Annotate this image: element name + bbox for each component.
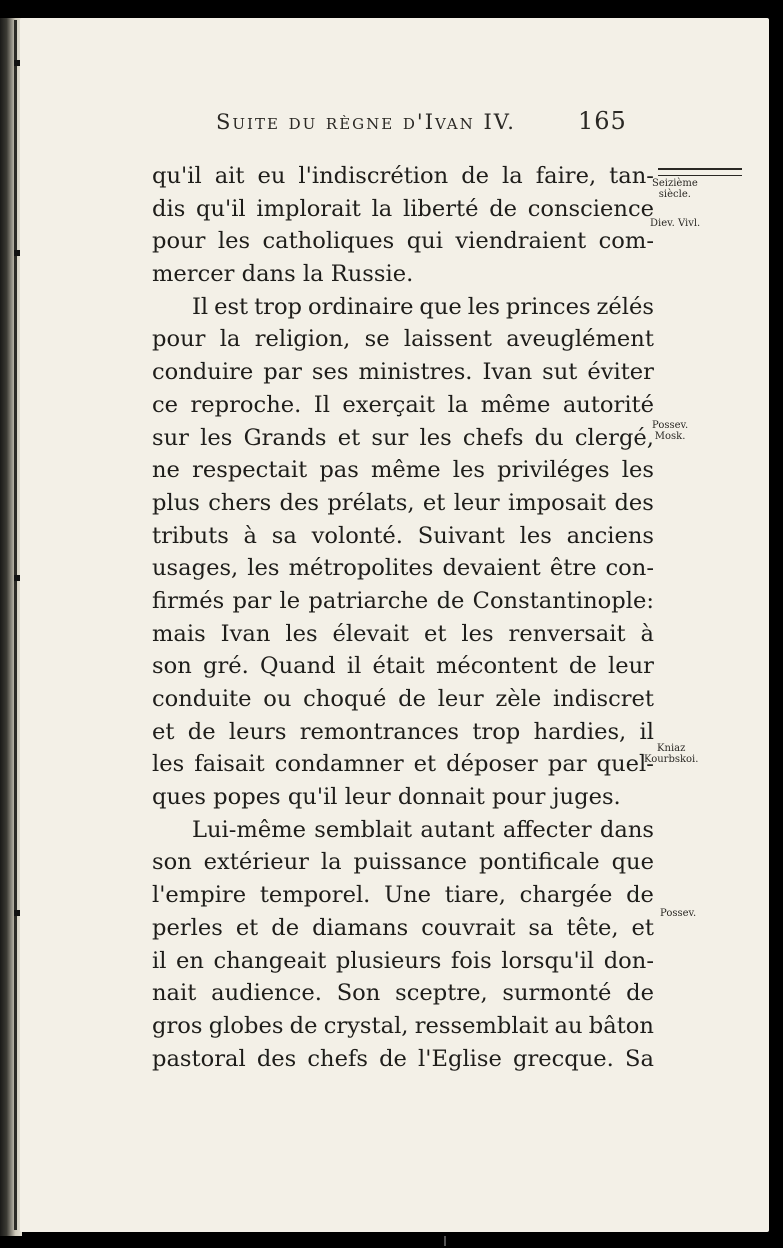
margin-note-diev bbox=[650, 218, 700, 229]
word: de bbox=[187, 718, 216, 745]
word: Ivan bbox=[482, 359, 533, 386]
word: condamner bbox=[274, 751, 404, 778]
word: Son bbox=[336, 980, 381, 1007]
word: remontrances bbox=[299, 718, 460, 745]
word: Quand bbox=[260, 653, 336, 680]
word: princes bbox=[505, 293, 591, 320]
word: crystal, bbox=[323, 1012, 409, 1039]
text-line bbox=[152, 585, 654, 618]
margin-rule bbox=[658, 168, 742, 176]
word: sa bbox=[271, 522, 297, 549]
word: don- bbox=[603, 947, 654, 974]
word: tributs bbox=[152, 522, 229, 549]
word: con- bbox=[605, 555, 654, 582]
word: leurs bbox=[228, 718, 287, 745]
page-number: 165 bbox=[578, 107, 627, 135]
word: sur bbox=[152, 424, 189, 451]
word: anciens bbox=[566, 522, 654, 549]
word: la bbox=[447, 391, 469, 418]
word: la bbox=[320, 849, 342, 876]
word: Sa bbox=[624, 1045, 654, 1072]
word: la bbox=[371, 195, 393, 222]
word: les bbox=[217, 228, 251, 255]
word: l'empire bbox=[152, 882, 247, 909]
text-line bbox=[152, 323, 654, 356]
body-text bbox=[152, 160, 654, 1075]
word: et bbox=[422, 489, 446, 516]
text-line bbox=[152, 618, 654, 651]
margin-note-line: Mosk. bbox=[654, 431, 686, 442]
book-gutter bbox=[0, 18, 22, 1236]
word: mécontent bbox=[436, 653, 558, 680]
word: catholiques bbox=[262, 228, 395, 255]
word: des bbox=[256, 1045, 297, 1072]
word: est bbox=[214, 293, 249, 320]
word: et bbox=[152, 718, 175, 745]
word: tiare, bbox=[444, 882, 506, 909]
word: qui bbox=[406, 228, 443, 255]
word: pour bbox=[152, 326, 206, 353]
word: imposait bbox=[508, 489, 607, 516]
word: déposer bbox=[446, 751, 538, 778]
word: Suivant bbox=[417, 522, 505, 549]
text-line bbox=[152, 1010, 654, 1043]
word: prélats, bbox=[327, 489, 415, 516]
text-line: mercer dans la Russie. bbox=[152, 261, 414, 288]
word: nait bbox=[152, 980, 197, 1007]
word: de bbox=[436, 587, 465, 614]
word: couvrait bbox=[421, 914, 516, 941]
word: autant bbox=[420, 816, 495, 843]
word: ressemblait bbox=[414, 1012, 549, 1039]
word: de bbox=[289, 1012, 318, 1039]
word: des bbox=[279, 489, 319, 516]
text-line bbox=[152, 487, 654, 520]
text-line bbox=[152, 846, 654, 879]
word: indiscret bbox=[553, 686, 654, 712]
word: leur bbox=[608, 653, 654, 680]
text-line bbox=[152, 291, 654, 324]
word: les bbox=[152, 751, 185, 778]
word: de bbox=[489, 195, 518, 222]
running-title: Suite du règne d'Ivan IV. bbox=[216, 110, 516, 134]
word: pas bbox=[319, 457, 359, 484]
word: était bbox=[372, 653, 425, 680]
word: les bbox=[452, 457, 485, 484]
word: de bbox=[461, 163, 490, 189]
margin-note-line: Kniaz bbox=[657, 743, 686, 754]
word: les bbox=[467, 293, 500, 320]
word: de bbox=[626, 882, 654, 909]
word: plus bbox=[152, 489, 200, 516]
word: des bbox=[614, 489, 654, 516]
word: plusieurs bbox=[335, 947, 442, 974]
word: chefs bbox=[307, 1045, 368, 1072]
word: bâton bbox=[588, 1012, 654, 1039]
margin-note-line: Seizième bbox=[652, 178, 698, 189]
word: patriarche bbox=[308, 587, 429, 614]
word: l'indiscrétion bbox=[298, 163, 449, 189]
word: métropolites bbox=[288, 555, 434, 582]
word: trop bbox=[472, 718, 521, 745]
word: Constantinople: bbox=[472, 587, 654, 614]
word: Ivan bbox=[220, 620, 271, 647]
word: renversait bbox=[508, 620, 626, 647]
word: faire, bbox=[535, 163, 597, 189]
word: son bbox=[152, 653, 192, 680]
word: hardies, bbox=[533, 718, 627, 745]
text-line bbox=[152, 814, 654, 847]
margin-note-line: siècle. bbox=[658, 189, 691, 200]
word: qu'il bbox=[152, 163, 202, 189]
text-line bbox=[152, 520, 654, 553]
paper-mark bbox=[444, 1236, 446, 1246]
word: les bbox=[247, 555, 280, 582]
word: chers bbox=[208, 489, 272, 516]
text-line bbox=[152, 422, 654, 455]
text-line bbox=[152, 552, 654, 585]
word: aveuglément bbox=[506, 326, 654, 353]
word: temporel. bbox=[259, 882, 371, 909]
word: il bbox=[639, 718, 654, 745]
word: zèle bbox=[495, 686, 542, 712]
word: et bbox=[337, 424, 361, 451]
word: eu bbox=[257, 163, 286, 189]
word: Il bbox=[192, 293, 209, 320]
word: usages, bbox=[152, 555, 239, 582]
word: sa bbox=[528, 914, 554, 941]
word: il bbox=[152, 947, 167, 974]
word: changeait bbox=[213, 947, 327, 974]
word: ce bbox=[152, 391, 179, 418]
word: devaient bbox=[442, 555, 541, 582]
word: autorité bbox=[562, 391, 654, 418]
word: du bbox=[534, 424, 564, 451]
word: Grands bbox=[243, 424, 327, 451]
word: faisait bbox=[194, 751, 265, 778]
word: chefs bbox=[462, 424, 524, 451]
word: les bbox=[419, 424, 452, 451]
word: au bbox=[554, 1012, 583, 1039]
word: sut bbox=[542, 359, 578, 386]
text-line bbox=[152, 160, 654, 193]
word: ou bbox=[263, 686, 292, 712]
word: volonté. bbox=[311, 522, 403, 549]
word: son bbox=[152, 849, 192, 876]
word: conduire bbox=[152, 359, 254, 386]
word: ne bbox=[152, 457, 180, 484]
word: pour bbox=[152, 228, 206, 255]
word: religion, bbox=[254, 326, 351, 353]
word: affecter bbox=[502, 816, 592, 843]
text-line bbox=[152, 1043, 654, 1076]
word: sur bbox=[371, 424, 409, 451]
word: de bbox=[398, 686, 426, 712]
word: l'Eglise bbox=[418, 1045, 502, 1072]
word: ministres. bbox=[358, 359, 473, 386]
word: gros bbox=[152, 1012, 203, 1039]
word: les bbox=[200, 424, 233, 451]
margin-note-possev-mosk bbox=[652, 420, 688, 442]
word: sceptre, bbox=[395, 980, 488, 1007]
word: les bbox=[519, 522, 552, 549]
word: à bbox=[640, 620, 654, 647]
margin-note-line: Diev. Vivl. bbox=[650, 218, 701, 229]
word: globes bbox=[208, 1012, 284, 1039]
word: élevait bbox=[332, 620, 410, 647]
word: viendraient bbox=[455, 228, 587, 255]
word: que bbox=[419, 293, 462, 320]
text-line bbox=[152, 912, 654, 945]
text-line bbox=[152, 193, 654, 226]
word: conscience bbox=[527, 195, 654, 222]
word: en bbox=[176, 947, 204, 974]
word: surmonté bbox=[502, 980, 612, 1007]
word: reproche. bbox=[190, 391, 302, 418]
running-header bbox=[216, 107, 656, 140]
margin-note-century bbox=[652, 178, 698, 200]
word: tête, bbox=[566, 914, 619, 941]
binding-edge bbox=[14, 20, 17, 1230]
word: puissance bbox=[353, 849, 468, 876]
word: le bbox=[279, 587, 301, 614]
word: de bbox=[379, 1045, 407, 1072]
text-line bbox=[152, 879, 654, 912]
margin-note-line: Possev. bbox=[660, 908, 697, 919]
word: et bbox=[423, 620, 447, 647]
word: même bbox=[371, 457, 441, 484]
word: et bbox=[413, 751, 437, 778]
word: à bbox=[243, 522, 258, 549]
text-line bbox=[152, 716, 654, 749]
book-page bbox=[20, 18, 769, 1232]
word: être bbox=[549, 555, 597, 582]
word: perles bbox=[152, 914, 223, 941]
word: gré. bbox=[202, 653, 249, 680]
word: leur bbox=[453, 489, 500, 516]
word: pontificale bbox=[478, 849, 600, 876]
word: implorait bbox=[256, 195, 361, 222]
word: dis bbox=[152, 195, 186, 222]
margin-note-line: Kourbskoi. bbox=[644, 754, 699, 765]
word: zélés bbox=[596, 293, 654, 320]
word: priviléges bbox=[497, 457, 610, 484]
word: même bbox=[480, 391, 551, 418]
text-line bbox=[152, 748, 654, 781]
word: Une bbox=[384, 882, 432, 909]
word: éviter bbox=[587, 359, 654, 386]
text-line bbox=[152, 389, 654, 422]
word: les bbox=[621, 457, 654, 484]
word: ordinaire bbox=[307, 293, 414, 320]
word: extérieur bbox=[203, 849, 309, 876]
word: choqué bbox=[303, 686, 387, 712]
word: tan- bbox=[609, 163, 654, 189]
word: par bbox=[263, 359, 302, 386]
word: la bbox=[219, 326, 241, 353]
word: laissent bbox=[403, 326, 492, 353]
word: et bbox=[235, 914, 259, 941]
word: audience. bbox=[211, 980, 322, 1007]
word: lorsqu'il bbox=[501, 947, 595, 974]
margin-note-line: Possev. bbox=[652, 420, 689, 431]
word: fois bbox=[450, 947, 492, 974]
text-line bbox=[152, 945, 654, 978]
word: clergé, bbox=[574, 424, 654, 451]
word: les bbox=[285, 620, 318, 647]
word: Lui-même bbox=[192, 816, 307, 843]
word: de bbox=[271, 914, 300, 941]
word: respectait bbox=[192, 457, 308, 484]
text-line bbox=[152, 356, 654, 389]
word: de bbox=[568, 653, 597, 680]
word: par bbox=[232, 587, 272, 614]
text-line bbox=[152, 650, 654, 683]
word: Il bbox=[313, 391, 330, 418]
word: de bbox=[626, 980, 654, 1007]
word: ses bbox=[311, 359, 349, 386]
word: qu'il bbox=[195, 195, 246, 222]
word: conduite bbox=[152, 686, 252, 712]
text-line: ques popes qu'il leur donnait pour juges. bbox=[152, 784, 621, 811]
word: chargée bbox=[519, 882, 613, 909]
word: par bbox=[547, 751, 587, 778]
word: diamans bbox=[312, 914, 409, 941]
word: quel- bbox=[596, 751, 654, 778]
word: ait bbox=[214, 163, 245, 189]
word: que bbox=[611, 849, 654, 876]
text-line bbox=[152, 683, 654, 716]
word: liberté bbox=[402, 195, 479, 222]
word: com- bbox=[598, 228, 654, 255]
margin-note-possev bbox=[660, 908, 696, 919]
word: la bbox=[502, 163, 523, 189]
word: se bbox=[364, 326, 390, 353]
word: trop bbox=[254, 293, 303, 320]
word: les bbox=[461, 620, 494, 647]
word: mais bbox=[152, 620, 206, 647]
text-line bbox=[152, 225, 654, 258]
word: semblait bbox=[314, 816, 413, 843]
word: pastoral bbox=[152, 1045, 246, 1072]
word: leur bbox=[437, 686, 484, 712]
word: et bbox=[631, 914, 654, 941]
text-line bbox=[152, 977, 654, 1010]
word: il bbox=[346, 653, 362, 680]
word: dans bbox=[599, 816, 654, 843]
word: grecque. bbox=[512, 1045, 614, 1072]
word: firmés bbox=[152, 587, 225, 614]
text-line bbox=[152, 454, 654, 487]
word: exerçait bbox=[342, 391, 436, 418]
